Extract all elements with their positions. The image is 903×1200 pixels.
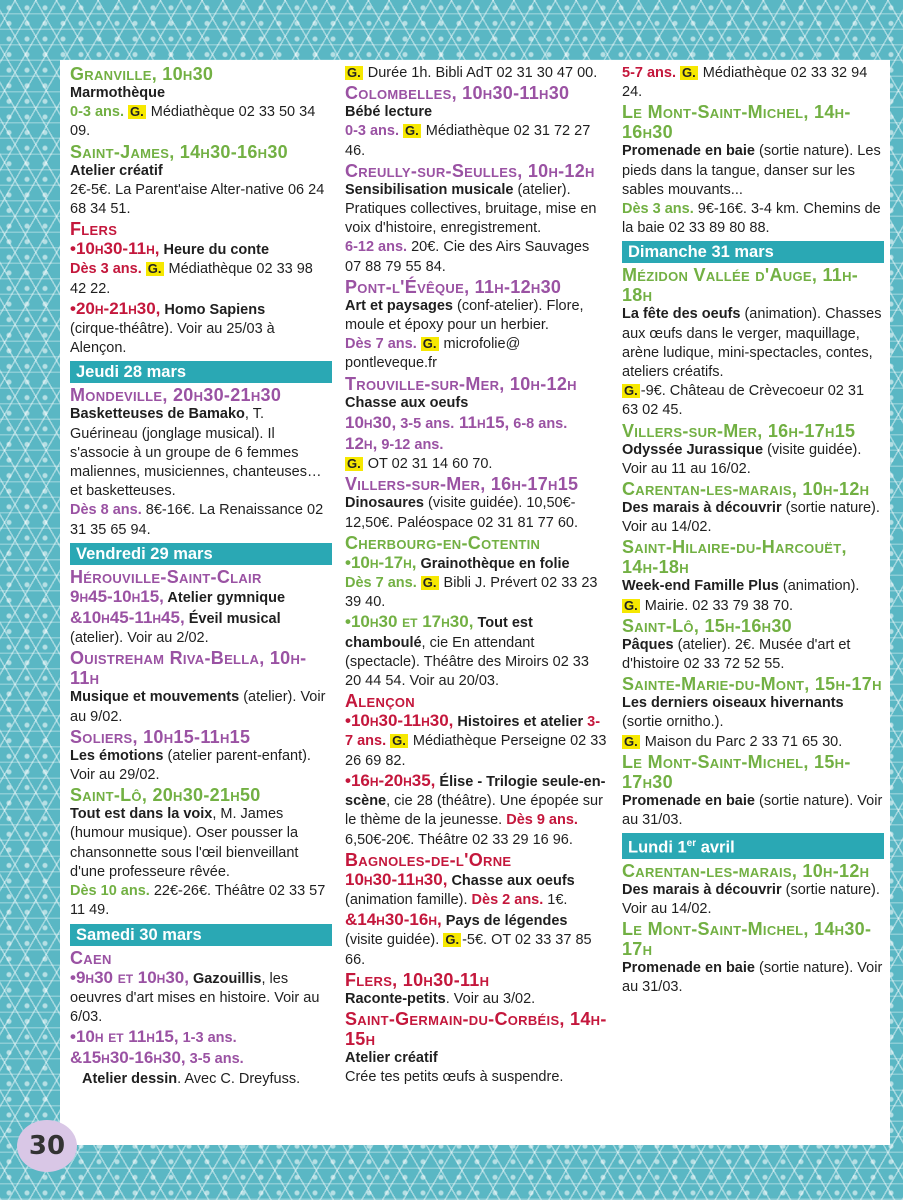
free-badge: G. (624, 383, 638, 399)
event-details: microfolie@ pontleveque.fr (345, 336, 521, 372)
event-time: •20h-21h30, (70, 298, 161, 318)
age-range: 3-5 ans. (185, 1051, 244, 1068)
town-heading: Saint-James, 14h30-16h30 (70, 141, 288, 162)
age-range: Dès 3 ans. (622, 201, 694, 218)
event-details: (animation). (778, 578, 860, 595)
age-range: 6-12 ans. (345, 239, 408, 256)
event-title: Art et paysages (345, 297, 453, 314)
event-details: (atelier parent-enfant). Voir au 29/02. (70, 747, 311, 784)
event-details: 9€-16€. 3-4 km. Chemins de la baie 02 33 89 80 88. (622, 201, 881, 237)
event-title: Pays de légendes (441, 913, 568, 930)
age-range: Dès 8 ans. (70, 502, 142, 519)
event-title: Les émotions (70, 747, 164, 764)
event-time: •10h30 et 17h30, (345, 612, 474, 632)
town-heading: Caen (70, 947, 112, 968)
event-details: (sortie nature). Voir au 31/03. (622, 960, 883, 996)
event-title: Éveil musical (184, 611, 281, 628)
event-details: 6,50€-20€. Théâtre 02 33 29 16 96. (345, 831, 573, 848)
event-time: •10h30-11h, (70, 239, 160, 259)
event-details: (atelier). Voir au 2/02. (70, 630, 209, 647)
event-details: (sortie nature). Voir au 31/03. (622, 792, 883, 829)
free-badge: G. (405, 123, 419, 139)
town-heading: Mondeville, 20h30-21h30 (70, 385, 282, 406)
age-range: Dès 7 ans. (345, 575, 417, 592)
event-title: Dinosaures (345, 495, 424, 512)
town-heading: Flers (70, 219, 118, 240)
event-title: Gazouillis (188, 970, 262, 987)
age-range: Dès 9 ans. (502, 812, 578, 829)
event-details: Durée 1h. Bibli AdT 02 31 30 47 00. (363, 65, 598, 81)
event-title: Raconte-petits (345, 990, 446, 1007)
age-range: Dès 7 ans. (345, 336, 417, 353)
free-badge: G. (422, 336, 437, 352)
free-badge: G. (347, 456, 361, 472)
age-range: Dès 2 ans. (467, 891, 544, 908)
town-heading: Saint-Lô, 20h30-21h50 (70, 785, 261, 806)
free-badge: G. (422, 575, 437, 591)
event-title: Sensibilisation musicale (345, 181, 514, 198)
age-range: 1-3 ans. (178, 1030, 237, 1047)
event-details: , les oeuvres d'art mises en histoire. Voir au 6/03. (70, 970, 320, 1025)
event-title: Des marais à découvrir (622, 881, 782, 898)
town-heading: Hérouville-Saint-Clair (70, 566, 262, 587)
town-heading: Villers-sur-Mer, 16h-17h15 (622, 420, 856, 441)
age-range: 0-3 ans. (70, 104, 124, 121)
event-details: (conf-atelier). Flore, moule et époxy pour un herbier. (345, 297, 584, 334)
event-title: Atelier créatif (70, 162, 163, 179)
event-title: Heure du conte (159, 242, 270, 259)
event-details: (sortie nature). Voir au 14/02. (622, 500, 880, 536)
event-details: . Avec C. Dreyfuss. (177, 1070, 301, 1087)
age-range: 0-3 ans. (345, 123, 399, 140)
event-title: Marmothèque (70, 85, 166, 101)
event-details: Médiathèque 02 31 72 27 46. (345, 123, 591, 159)
age-range: Dès 3 ans. (70, 261, 142, 278)
event-time: 9h45-10h15, (70, 586, 164, 606)
event-time: 10h30, (345, 412, 397, 432)
event-title: Des marais à découvrir (622, 500, 782, 517)
event-details: Médiathèque 02 33 50 34 09. (70, 104, 316, 140)
event-details: Médiathèque 02 33 98 42 22. (70, 261, 313, 297)
event-details: , M. James (humour musique). Oser pousser la chansonnette sous l'œil bienveillant d'une professeure rêvée. (70, 806, 299, 880)
column-1 (70, 64, 332, 1089)
event-title: Les derniers oiseaux hivernants (622, 695, 844, 712)
day-header: Jeudi 28 mars (70, 361, 332, 383)
town-heading: Saint-Hilaire-du-Harcouët, 14h-18h (622, 537, 847, 578)
town-heading: Le Mont-Saint-Michel, 14h-16h30 (622, 102, 851, 143)
event-time: 10h30-11h30, (345, 869, 448, 889)
event-title: Promenade en baie (622, 960, 755, 977)
town-heading: Saint-Germain-du-Corbéis, 14h-15h (345, 1008, 607, 1049)
free-badge: G. (682, 65, 696, 80)
free-badge: G. (130, 104, 144, 120)
town-heading: Trouville-sur-Mer, 10h-12h (345, 373, 577, 394)
event-title: Atelier dessin (82, 1070, 178, 1087)
event-details: Mairie. 02 33 79 38 70. (640, 597, 794, 614)
event-title: Chasse aux oeufs (345, 394, 469, 411)
town-heading: Carentan-les-marais, 10h-12h (622, 860, 870, 881)
event-details: (animation). Chasses aux œufs dans le verger, maquillage, arène ludique, mini-spectacles, contes, ateliers créatifs. (622, 306, 882, 381)
event-title: Atelier gymnique (163, 589, 286, 606)
event-title: La fête des oeufs (622, 306, 741, 323)
town-heading: Le Mont-Saint-Michel, 14h30-17h (622, 919, 872, 960)
town-heading: Villers-sur-Mer, 16h-17h15 (345, 474, 579, 495)
event-time: &10h45-11h45, (70, 608, 185, 628)
event-details: (sortie ornitho.). (622, 714, 724, 731)
column-2 (345, 64, 607, 1087)
free-badge: G. (147, 261, 162, 277)
day-header: Dimanche 31 mars (622, 241, 884, 263)
age-range: 9-12 ans. (377, 437, 444, 454)
age-range: 3-5 ans. (396, 415, 455, 432)
age-range: 3-7 ans. (345, 714, 601, 750)
event-title: Homo Sapiens (160, 301, 266, 318)
event-title: Atelier créatif (345, 1049, 438, 1066)
town-heading: Carentan-les-marais, 10h-12h (622, 479, 870, 500)
town-heading: Colombelles, 10h30-11h30 (345, 83, 570, 104)
town-heading: Granville, 10h30 (70, 64, 214, 84)
town-heading: Soliers, 10h15-11h15 (70, 726, 251, 747)
event-details: 22€-26€. Théâtre 02 33 57 11 49. (70, 883, 326, 919)
free-badge: G. (445, 932, 460, 948)
event-details: -5€. OT 02 33 37 85 66. (345, 932, 592, 968)
town-heading: Le Mont-Saint-Michel, 15h-17h30 (622, 751, 851, 792)
event-title: Grainothèque en folie (416, 555, 570, 572)
town-heading: Alençon (345, 691, 415, 712)
event-title: Week-end Famille Plus (622, 578, 779, 595)
event-time: •10h30-11h30, (345, 711, 454, 731)
event-details: . Voir au 3/02. (445, 990, 536, 1007)
event-details: (sortie nature). Les pieds dans la tangue, danser sur les sables mouvants... (622, 143, 881, 198)
event-details: , cie 28 (théâtre). Une épopée sur le thème de la jeunesse. (345, 793, 603, 829)
event-details: Maison du Parc 2 33 71 65 30. (640, 733, 843, 750)
event-title: Chasse aux oeufs (447, 872, 575, 889)
event-details: (cirque-théâtre). Voir au 25/03 à Alençon. (70, 321, 275, 357)
event-info (70, 103, 332, 141)
town-heading: Flers, 10h30-11h (345, 969, 490, 990)
page-number: 30 (17, 1120, 77, 1172)
event-details: (visite guidée). Voir au 11 au 16/02. (622, 441, 862, 477)
event-title: Odyssée Jurassique (622, 441, 764, 458)
event-details: (visite guidée). (345, 932, 440, 949)
event-time: •10h et 11h15, (70, 1027, 179, 1047)
age-range: 5-7 ans. (622, 65, 676, 81)
event-title: Tout est chamboulé (345, 615, 533, 651)
event-details: 1€. (543, 891, 568, 908)
day-header: Samedi 30 mars (70, 924, 332, 946)
event-details: 20€. Cie des Airs Sauvages 07 88 79 55 84. (345, 239, 590, 275)
event-time: •10h-17h, (345, 552, 417, 572)
event-details: (sortie nature). Voir au 14/02. (622, 881, 880, 917)
age-range: Dès 10 ans. (70, 883, 150, 900)
event-title: Tout est dans la voix (70, 806, 213, 823)
event-title: Basketteuses de Bamako (70, 406, 245, 423)
event-time: 11h15, (454, 412, 510, 432)
event-details: -9€. Château de Crèvecoeur 02 31 63 02 45. (622, 383, 865, 419)
event-time: •9h30 et 10h30, (70, 967, 189, 987)
event-details: (visite guidée). 10,50€- 12,50€. Paléospace 02 31 81 77 60. (345, 495, 578, 531)
age-range: 6-8 ans. (509, 415, 568, 432)
event-title: Bébé lecture (345, 104, 433, 121)
event-details: , T. Guérineau (jonglage musical). Il s'associe à un groupe de 6 femmes maliennes, musiciennes, chanteuses… et basketteuses. (70, 406, 322, 500)
event-time: 12h, (345, 434, 378, 454)
event-time: •16h-20h35, (345, 770, 436, 790)
event-title: Élise - Trilogie seule-en-scène (345, 773, 606, 810)
day-header (622, 833, 884, 859)
town-heading: Sainte-Marie-du-Mont, 15h-17h (622, 674, 882, 695)
event-details: Médiathèque Perseigne 02 33 26 69 82. (345, 733, 607, 769)
town-heading: Ouistreham Riva-Bella, 10h-11h (70, 648, 307, 689)
event-details: Bibli J. Prévert 02 33 23 39 40. (345, 575, 598, 611)
event-details: (atelier). Voir au 9/02. (70, 689, 326, 725)
event-title: Promenade en baie (622, 143, 755, 160)
event-details: , cie En attendant (spectacle). Théâtre des Miroirs 02 33 20 44 54. Voir au 20/03. (345, 634, 589, 690)
event-title: Promenade en baie (622, 792, 755, 809)
event-details: Médiathèque 02 33 32 94 24. (622, 65, 868, 101)
day-header-text: Lundi 1 (628, 838, 687, 857)
event-time: &14h30-16h, (345, 910, 442, 930)
event-title: Histoires et atelier (453, 714, 584, 731)
town-heading: Mézidon Vallée d'Auge, 11h-18h (622, 265, 859, 306)
event-details: Crée tes petits œufs à suspendre. (345, 1069, 564, 1086)
town-heading: Bagnoles-de-l'Orne (345, 849, 512, 870)
free-badge: G. (624, 597, 638, 613)
town-heading: Saint-Lô, 15h-16h30 (622, 615, 792, 636)
event-details: 8€-16€. La Renaissance 02 31 35 65 94. (70, 502, 324, 538)
day-header-text: avril (696, 838, 735, 857)
event-details: (atelier). 2€. Musée d'art et d'histoire 02 33 72 52 55. (622, 636, 851, 673)
free-badge: G. (347, 65, 361, 80)
free-badge: G. (392, 733, 406, 749)
column-3 (622, 64, 884, 998)
event-time: &15h30-16h30, (70, 1048, 186, 1068)
town-heading: Pont-l'Évêque, 11h-12h30 (345, 276, 562, 297)
event-details: (animation famille). (345, 891, 468, 908)
day-header: Vendredi 29 mars (70, 543, 332, 565)
free-badge: G. (624, 733, 638, 749)
event-title: Musique et mouvements (70, 689, 240, 706)
event-details: OT 02 31 14 60 70. (363, 456, 493, 473)
page-content (60, 60, 890, 1145)
town-heading: Cherbourg-en-Cotentin (345, 532, 541, 553)
event-details: 2€-5€. La Parent'aise Alter-native 06 24 68 34 51. (70, 181, 325, 218)
event-details: (atelier). Pratiques collectives, bruitage, mise en voix d'histoire, enregistrement. (345, 181, 597, 237)
event-title: Pâques (622, 636, 674, 653)
day-header-sup: er (686, 838, 697, 850)
town-heading: Creully-sur-Seulles, 10h-12h (345, 160, 595, 181)
